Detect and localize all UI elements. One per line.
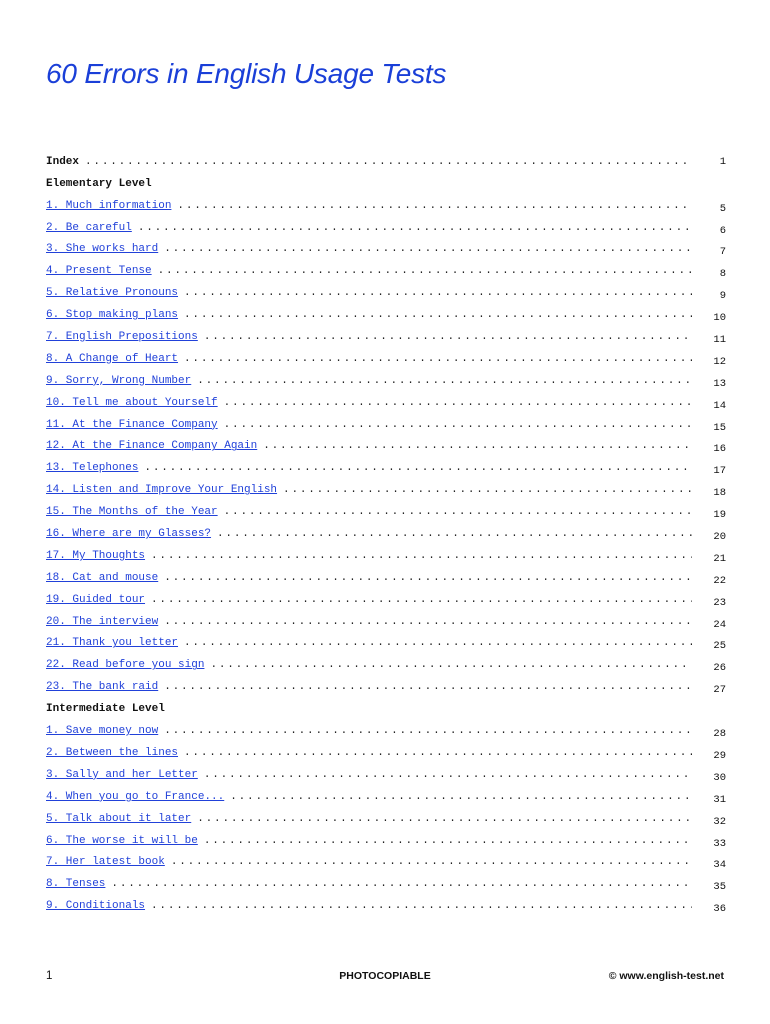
toc-entry bbox=[46, 868, 726, 890]
toc-entry-link[interactable]: 2. Between the lines bbox=[46, 746, 179, 759]
toc-entry-page: 31 bbox=[713, 793, 726, 803]
page-footer bbox=[46, 970, 724, 986]
dot-leader bbox=[164, 725, 692, 737]
toc-entry bbox=[46, 431, 726, 453]
toc-entry-page: 15 bbox=[713, 421, 726, 431]
toc-entry-page: 30 bbox=[713, 771, 726, 781]
toc-entry-page: 6 bbox=[719, 224, 726, 234]
toc-entry bbox=[46, 540, 726, 562]
dot-leader bbox=[158, 265, 692, 277]
dot-leader bbox=[204, 835, 692, 847]
toc-entry bbox=[46, 759, 726, 781]
toc-entry-page: 20 bbox=[713, 531, 726, 541]
dot-leader bbox=[184, 637, 692, 649]
dot-leader bbox=[164, 243, 692, 255]
dot-leader bbox=[224, 397, 692, 409]
dot-leader bbox=[184, 309, 692, 321]
toc-entry bbox=[46, 781, 726, 803]
toc-entry bbox=[46, 671, 726, 693]
toc-entry bbox=[46, 606, 726, 628]
toc-entry-link[interactable]: 13. Telephones bbox=[46, 462, 139, 475]
toc-entry-page: 26 bbox=[713, 662, 726, 672]
dot-leader bbox=[171, 856, 692, 868]
dot-leader bbox=[217, 528, 692, 540]
toc-entry-page: 21 bbox=[713, 552, 726, 562]
dot-leader bbox=[177, 200, 692, 212]
toc-entry-page: 9 bbox=[719, 290, 726, 300]
dot-leader bbox=[204, 769, 692, 781]
toc-entry-link[interactable]: 7. Her latest book bbox=[46, 856, 165, 869]
toc-entry-link[interactable]: 17. My Thoughts bbox=[46, 549, 146, 562]
toc-entry-link[interactable]: 5. Relative Pronouns bbox=[46, 287, 179, 300]
toc-entry bbox=[46, 649, 726, 671]
footer-copyright: © www.english-test.net bbox=[608, 970, 724, 982]
dot-leader bbox=[197, 813, 692, 825]
dot-leader bbox=[283, 484, 692, 496]
toc-entry-page: 23 bbox=[713, 596, 726, 606]
dot-leader bbox=[184, 353, 692, 365]
toc-entry-page: 34 bbox=[713, 859, 726, 869]
toc-entry-page: 27 bbox=[713, 684, 726, 694]
page-title: 60 Errors in English Usage Tests bbox=[46, 58, 447, 89]
toc-index-label: Index bbox=[46, 155, 80, 168]
toc-entry-link[interactable]: 19. Guided tour bbox=[46, 593, 146, 606]
toc-entry-link[interactable]: 22. Read before you sign bbox=[46, 659, 205, 672]
dot-leader bbox=[184, 287, 692, 299]
footer-photocopiable: PHOTOCOPIABLE bbox=[339, 970, 431, 982]
toc-entry-link[interactable]: 1. Save money now bbox=[46, 725, 159, 738]
dot-leader bbox=[111, 878, 692, 890]
toc-entry bbox=[46, 190, 726, 212]
toc-entry-link[interactable]: 14. Listen and Improve Your English bbox=[46, 484, 278, 497]
toc-entry bbox=[46, 847, 726, 869]
toc-entry bbox=[46, 562, 726, 584]
toc-entry-link[interactable]: 20. The interview bbox=[46, 615, 159, 628]
toc-entry bbox=[46, 365, 726, 387]
toc-entry bbox=[46, 496, 726, 518]
toc-entry-link[interactable]: 11. At the Finance Company bbox=[46, 418, 218, 431]
toc-entry-page: 36 bbox=[713, 903, 726, 913]
toc-entry-link[interactable]: 8. Tenses bbox=[46, 878, 106, 891]
toc-entry-link[interactable]: 5. Talk about it later bbox=[46, 812, 192, 825]
toc-entry-link[interactable]: 8. A Change of Heart bbox=[46, 352, 179, 365]
toc-entry bbox=[46, 234, 726, 256]
dot-leader bbox=[210, 659, 692, 671]
toc-entry-link[interactable]: 4. When you go to France... bbox=[46, 790, 225, 803]
toc-entry bbox=[46, 628, 726, 650]
toc-entry-page: 32 bbox=[713, 815, 726, 825]
toc-entry-page: 5 bbox=[719, 202, 726, 212]
toc-entry-link[interactable]: 7. English Prepositions bbox=[46, 331, 198, 344]
toc-entry-page: 18 bbox=[713, 487, 726, 497]
dot-leader bbox=[204, 331, 692, 343]
toc-entry-page: 7 bbox=[719, 246, 726, 256]
dot-leader bbox=[138, 222, 692, 234]
toc-entry-page: 12 bbox=[713, 355, 726, 365]
toc-entry-page: 16 bbox=[713, 443, 726, 453]
toc-entry-page: 22 bbox=[713, 574, 726, 584]
dot-leader bbox=[85, 156, 692, 168]
toc-entry-link[interactable]: 3. She works hard bbox=[46, 243, 159, 256]
toc-entry-link[interactable]: 12. At the Finance Company Again bbox=[46, 440, 258, 453]
dot-leader bbox=[151, 550, 692, 562]
toc-entry bbox=[46, 277, 726, 299]
section-heading-intermediate: Intermediate Level bbox=[46, 703, 165, 716]
dot-leader bbox=[164, 681, 692, 693]
dot-leader bbox=[263, 440, 692, 452]
toc-entry-link[interactable]: 6. The worse it will be bbox=[46, 834, 198, 847]
toc-entry-link[interactable]: 4. Present Tense bbox=[46, 265, 152, 278]
dot-leader bbox=[164, 572, 692, 584]
toc-entry-page: 17 bbox=[713, 465, 726, 475]
toc-entry-link[interactable]: 9. Conditionals bbox=[46, 900, 146, 913]
footer-page-number: 1 bbox=[46, 970, 53, 982]
toc-entry-link[interactable]: 16. Where are my Glasses? bbox=[46, 528, 212, 541]
toc-entry-link[interactable]: 21. Thank you letter bbox=[46, 637, 179, 650]
toc-entry-link[interactable]: 1. Much information bbox=[46, 199, 172, 212]
table-of-contents bbox=[46, 146, 726, 912]
dot-leader bbox=[224, 419, 692, 431]
toc-entry bbox=[46, 474, 726, 496]
toc-index-page: 1 bbox=[719, 155, 726, 168]
toc-entry bbox=[46, 737, 726, 759]
dot-leader bbox=[151, 900, 692, 912]
toc-entry-link[interactable]: 2. Be careful bbox=[46, 221, 132, 234]
toc-entry-link[interactable]: 9. Sorry, Wrong Number bbox=[46, 374, 192, 387]
toc-entry bbox=[46, 343, 726, 365]
toc-entry bbox=[46, 452, 726, 474]
toc-entry bbox=[46, 409, 726, 431]
toc-entry-link[interactable]: 6. Stop making plans bbox=[46, 309, 179, 322]
toc-entry-page: 29 bbox=[713, 749, 726, 759]
toc-entry bbox=[46, 255, 726, 277]
toc-entry bbox=[46, 803, 726, 825]
toc-entry-page: 13 bbox=[713, 377, 726, 387]
dot-leader bbox=[197, 375, 692, 387]
dot-leader bbox=[144, 462, 692, 474]
toc-entry bbox=[46, 299, 726, 321]
toc-entry bbox=[46, 387, 726, 409]
elementary-list bbox=[46, 190, 726, 693]
toc-entry-page: 24 bbox=[713, 618, 726, 628]
toc-index-row bbox=[46, 146, 726, 168]
toc-entry bbox=[46, 212, 726, 234]
intermediate-list bbox=[46, 715, 726, 912]
toc-entry-link[interactable]: 10. Tell me about Yourself bbox=[46, 396, 218, 409]
toc-entry bbox=[46, 321, 726, 343]
toc-entry bbox=[46, 825, 726, 847]
toc-entry-page: 28 bbox=[713, 728, 726, 738]
toc-entry-page: 35 bbox=[713, 881, 726, 891]
toc-entry-link[interactable]: 18. Cat and mouse bbox=[46, 571, 159, 584]
toc-entry bbox=[46, 890, 726, 912]
toc-entry-page: 33 bbox=[713, 837, 726, 847]
dot-leader bbox=[230, 791, 692, 803]
toc-entry bbox=[46, 715, 726, 737]
toc-entry-link[interactable]: 23. The bank raid bbox=[46, 681, 159, 694]
toc-entry-page: 25 bbox=[713, 640, 726, 650]
toc-entry-page: 14 bbox=[713, 399, 726, 409]
toc-entry-page: 11 bbox=[713, 334, 726, 344]
toc-entry-link[interactable]: 15. The Months of the Year bbox=[46, 506, 218, 519]
toc-entry bbox=[46, 584, 726, 606]
dot-leader bbox=[184, 747, 692, 759]
toc-entry bbox=[46, 518, 726, 540]
toc-entry-page: 10 bbox=[713, 312, 726, 322]
dot-leader bbox=[164, 616, 692, 628]
toc-entry-page: 19 bbox=[713, 509, 726, 519]
section-heading-elementary: Elementary Level bbox=[46, 177, 152, 190]
dot-leader bbox=[224, 506, 692, 518]
toc-entry-link[interactable]: 3. Sally and her Letter bbox=[46, 768, 198, 781]
dot-leader bbox=[151, 594, 692, 606]
toc-entry-page: 8 bbox=[719, 268, 726, 278]
